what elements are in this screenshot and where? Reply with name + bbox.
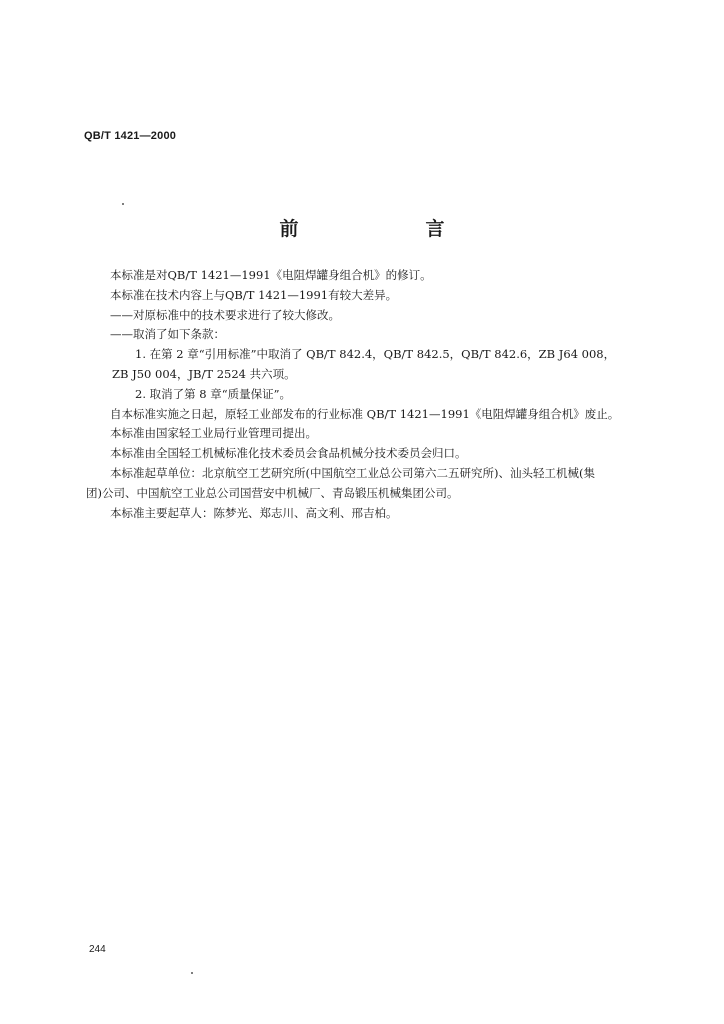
scan-speck — [122, 203, 124, 205]
paragraph: 本标准主要起草人：陈梦光、郑志川、高文利、邢吉柏。 — [110, 505, 398, 520]
paragraph: 本标准在技术内容上与QB/T 1421—1991有较大差异。 — [110, 287, 398, 302]
page-number: 244 — [89, 944, 106, 955]
paragraph-continuation: ZB J50 004，JB/T 2524 共六项。 — [112, 366, 296, 381]
paragraph-continuation: 团)公司、中国航空工业总公司国营安中机械厂、青岛锻压机械集团公司。 — [86, 485, 459, 500]
paragraph: 自本标准实施之日起，原轻工业部发布的行业标准 QB/T 1421—1991《电阻焊罐身组合机》废止。 — [110, 406, 620, 421]
paragraph: 1. 在第 2 章“引用标准”中取消了 QB/T 842.4，QB/T 842.5，QB/T 842.6，ZB J64 008， — [135, 347, 616, 362]
scan-speck — [191, 972, 193, 974]
paragraph: ——对原标准中的技术要求进行了较大修改。 — [110, 307, 340, 322]
page-title: 前 言 — [279, 218, 499, 240]
paragraph: 本标准由全国轻工机械标准化技术委员会食品机械分技术委员会归口。 — [110, 446, 467, 461]
standard-code: QB/T 1421—2000 — [84, 130, 177, 142]
paragraph: 2. 取消了第 8 章“质量保证”。 — [135, 386, 292, 401]
paragraph: 本标准起草单位：北京航空工艺研究所(中国航空工业总公司第六二五研究所)、汕头轻工机械(集 — [110, 465, 595, 480]
paragraph: ——取消了如下条款： — [110, 327, 225, 342]
foreword-body — [86, 266, 650, 523]
paragraph: 本标准由国家轻工业局行业管理司提出。 — [110, 426, 317, 441]
paragraph: 本标准是对QB/T 1421—1991《电阻焊罐身组合机》的修订。 — [110, 268, 432, 282]
